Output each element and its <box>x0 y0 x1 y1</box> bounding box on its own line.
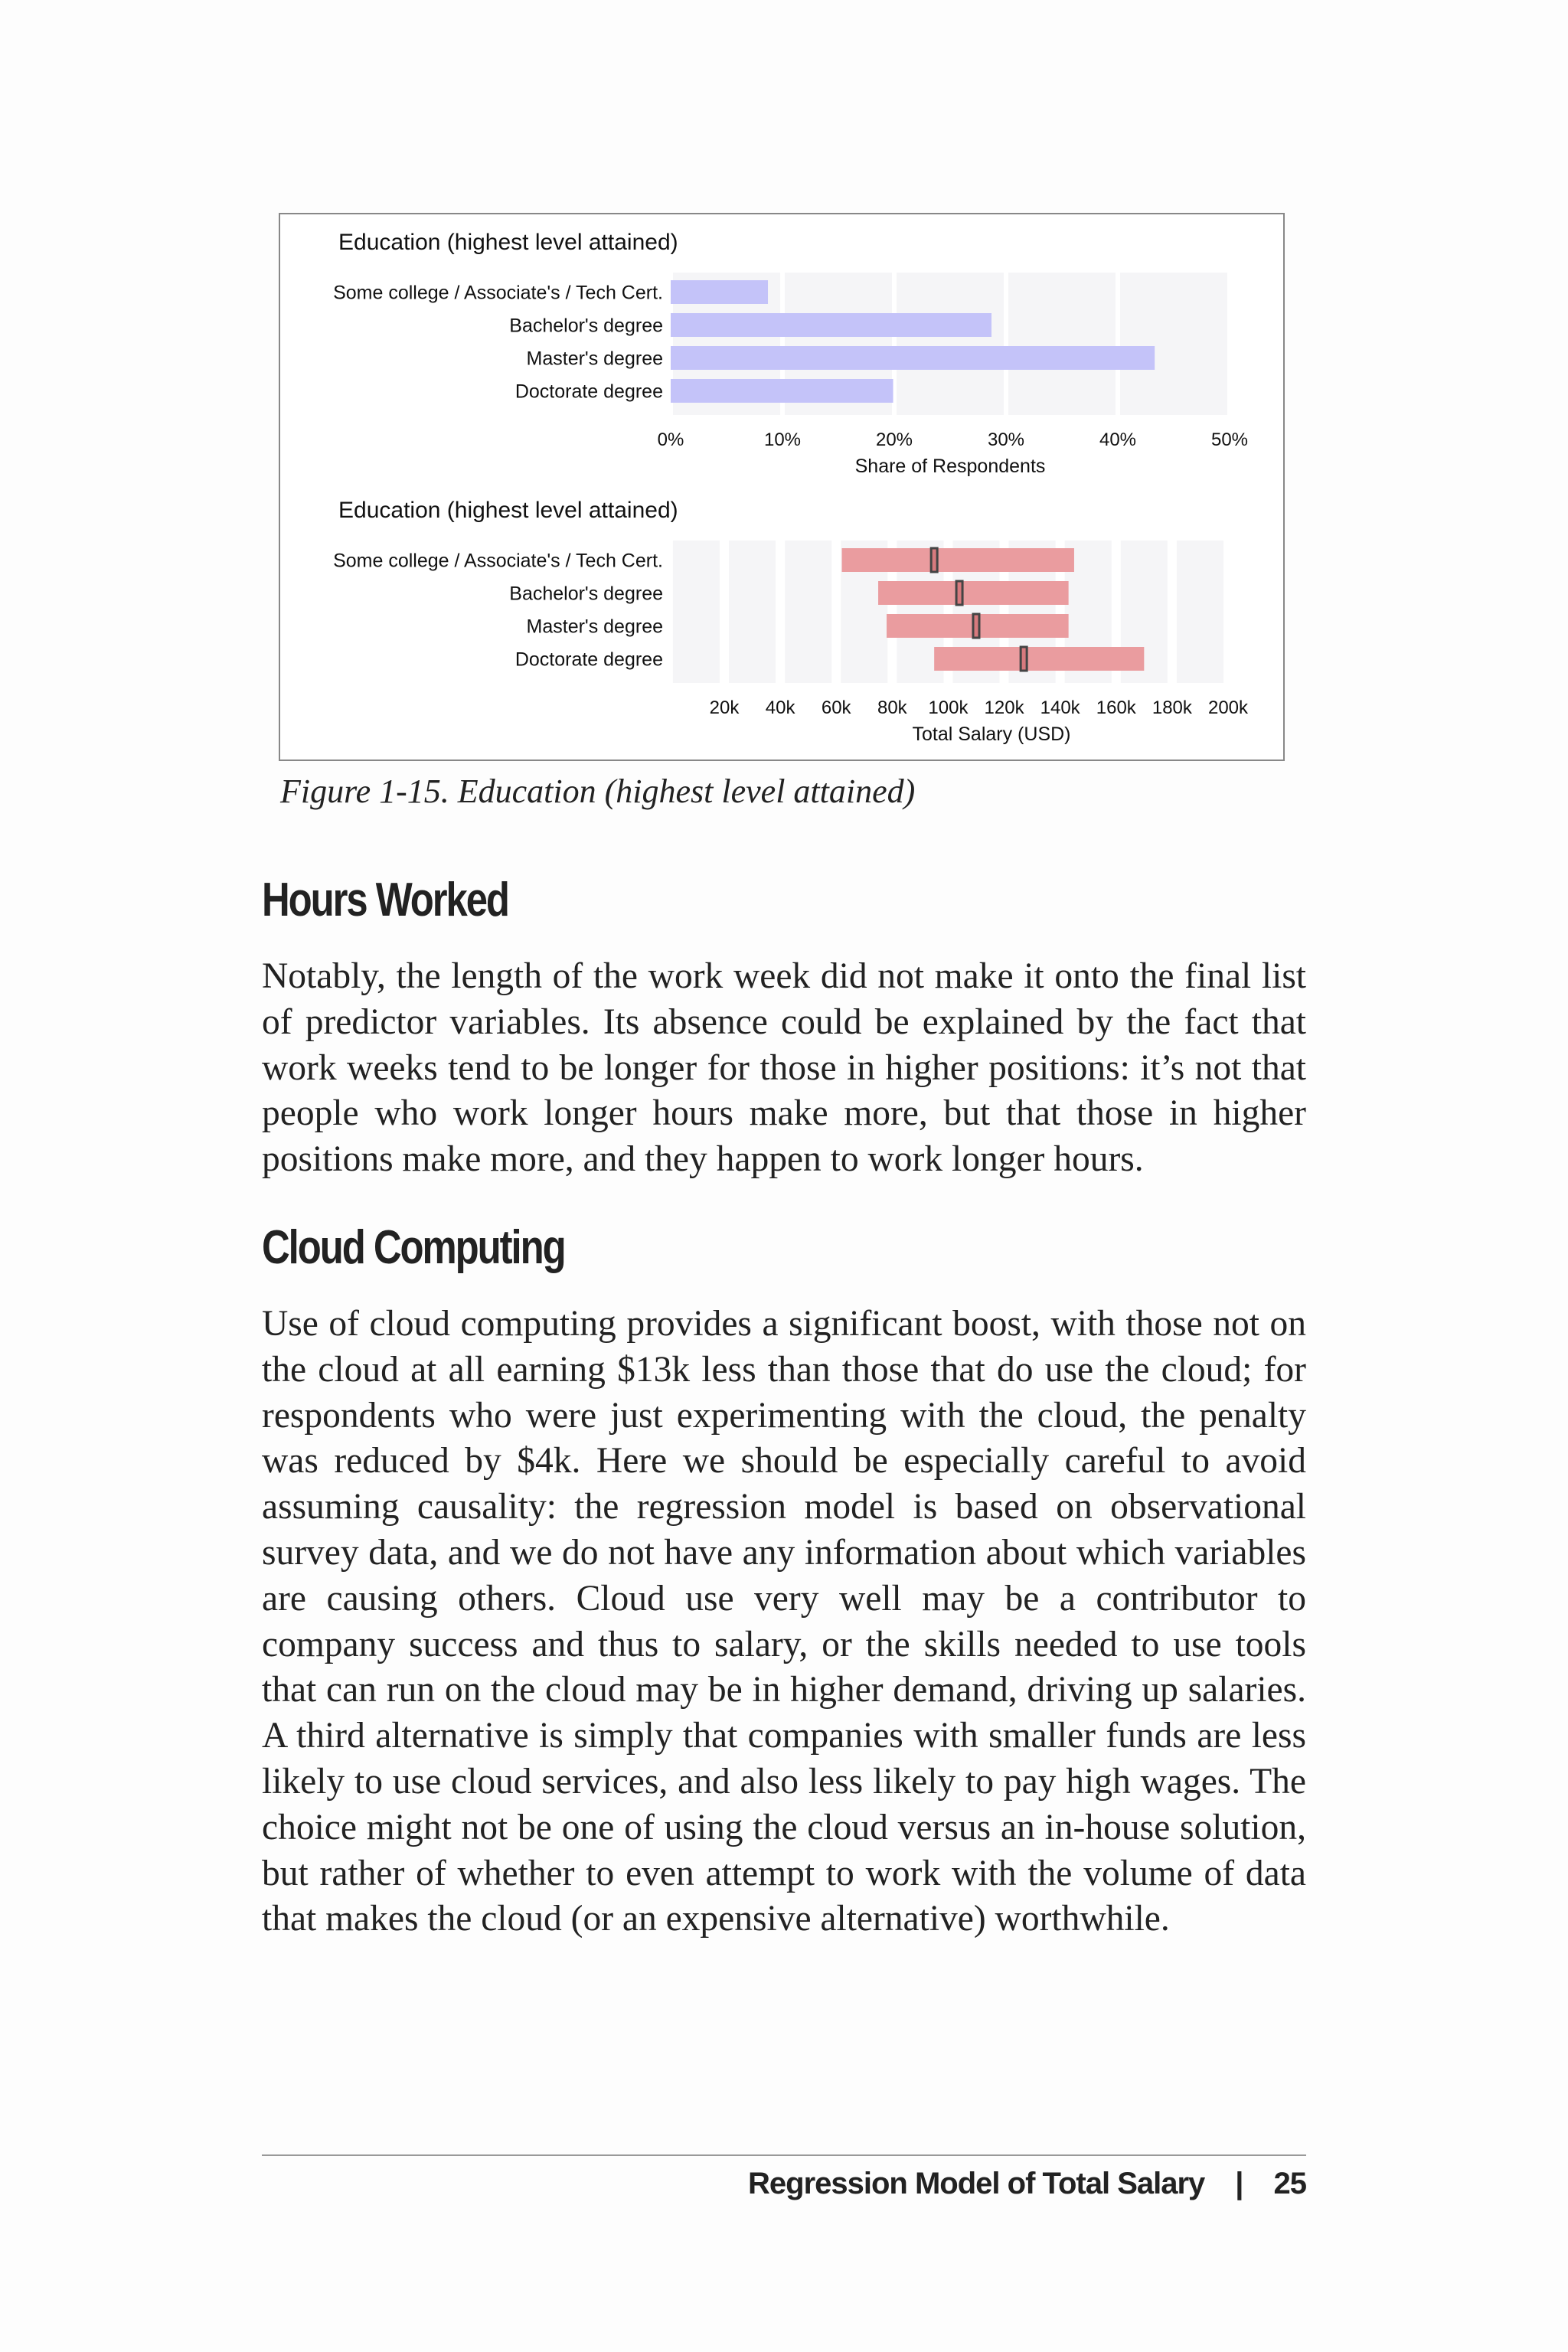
salary-tick-label: 160k <box>1096 697 1136 718</box>
footer-rule <box>262 2154 1306 2156</box>
share-chart-title: Education (highest level attained) <box>338 230 678 255</box>
salary-median-marker <box>956 581 962 605</box>
salary-category-label: Doctorate degree <box>514 648 663 671</box>
salary-tick-label: 180k <box>1152 697 1192 718</box>
running-title: Regression Model of Total Salary <box>748 2167 1205 2200</box>
salary-tick-label: 60k <box>821 697 851 718</box>
salary-tick-label: 20k <box>709 697 740 718</box>
salary-tick-label: 140k <box>1040 697 1080 718</box>
share-grid-band <box>897 273 1004 415</box>
share-tick-label: 40% <box>1099 430 1137 450</box>
share-category-label: Some college / Associate's / Tech Cert. <box>333 282 663 304</box>
share-tick-label: 50% <box>1210 430 1249 450</box>
salary-median-marker <box>1021 647 1027 671</box>
share-category-label: Master's degree <box>526 348 663 370</box>
share-grid-band <box>1008 273 1116 415</box>
salary-category-label: Bachelor's degree <box>509 583 663 605</box>
salary-range-bar <box>878 581 1069 605</box>
page-footer <box>748 2167 1306 2201</box>
share-category-label: Doctorate degree <box>514 381 663 403</box>
paragraph-hours-worked: Notably, the length of the work week did not make it onto the final list of predictor variables. Its absence could be explained by the fact that work weeks tend to be longer for those in higher positions: it’s not that people who work longer hours make more, but that those in higher positions make more, and they happen to work longer hours. <box>262 956 1306 1180</box>
heading-hours-worked: Hours Worked <box>262 874 508 926</box>
share-of-respondents-chart <box>333 230 1248 477</box>
salary-category-label: Master's degree <box>526 616 663 638</box>
salary-tick-label: 200k <box>1207 697 1249 718</box>
share-tick-label: 10% <box>763 430 802 450</box>
share-tick-label: 0% <box>657 430 684 450</box>
share-grid-band <box>1120 273 1227 415</box>
salary-grid-band <box>673 541 720 683</box>
salary-tick-label: 120k <box>984 697 1024 718</box>
salary-grid-band <box>729 541 776 683</box>
share-tick-label: 30% <box>987 430 1025 450</box>
page-number: 25 <box>1273 2167 1306 2200</box>
share-bar <box>671 346 1155 370</box>
figure-frame <box>279 213 1285 761</box>
heading-cloud-computing: Cloud Computing <box>262 1221 565 1274</box>
share-bar <box>671 280 768 304</box>
share-bar <box>671 379 893 403</box>
salary-median-marker <box>973 614 979 638</box>
salary-tick-label: 100k <box>928 697 969 718</box>
share-bar <box>671 313 991 337</box>
salary-grid-band <box>785 541 831 683</box>
share-x-axis-label: Share of Respondents <box>854 456 1046 477</box>
footer-separator: | <box>1235 2167 1243 2200</box>
salary-range-bar <box>934 647 1144 671</box>
share-tick-label: 20% <box>875 430 913 450</box>
salary-chart-title: Education (highest level attained) <box>338 498 678 523</box>
salary-range-bar <box>842 548 1074 572</box>
total-salary-chart <box>333 498 1249 745</box>
salary-grid-band <box>1177 541 1223 683</box>
paragraph-cloud-computing: Use of cloud computing provides a significant boost, with those not on the cloud at all earning $13k less than those that do use the cloud; for respondents who were just experimenting with the cloud, the penalty was reduced by $4k. Here we should be especially careful to avoid assuming causality: the regression model is based on observational survey data, and we do not have any information about which variables are causing others. Cloud use very well may be a contributor to company success and thus to salary, or the skills needed to use tools that can run on the cloud may be in higher demand, driving up salaries. A third alternative is simply that companies with smaller funds are less likely to use cloud services, and also less likely to pay high wages. The choice might not be one of using the cloud versus an in-house solution, but rather of whether to even attempt to work with the volume of data that makes the cloud (or an expensive alternative) worthwhile. <box>262 1304 1306 1939</box>
salary-median-marker <box>931 548 937 572</box>
education-charts <box>280 214 1286 763</box>
figure-caption: Figure 1-15. Education (highest level attained) <box>280 773 916 810</box>
salary-tick-label: 40k <box>765 697 795 718</box>
salary-category-label: Some college / Associate's / Tech Cert. <box>333 550 663 572</box>
share-category-label: Bachelor's degree <box>509 315 663 337</box>
salary-tick-label: 80k <box>877 697 907 718</box>
salary-x-axis-label: Total Salary (USD) <box>912 724 1071 745</box>
